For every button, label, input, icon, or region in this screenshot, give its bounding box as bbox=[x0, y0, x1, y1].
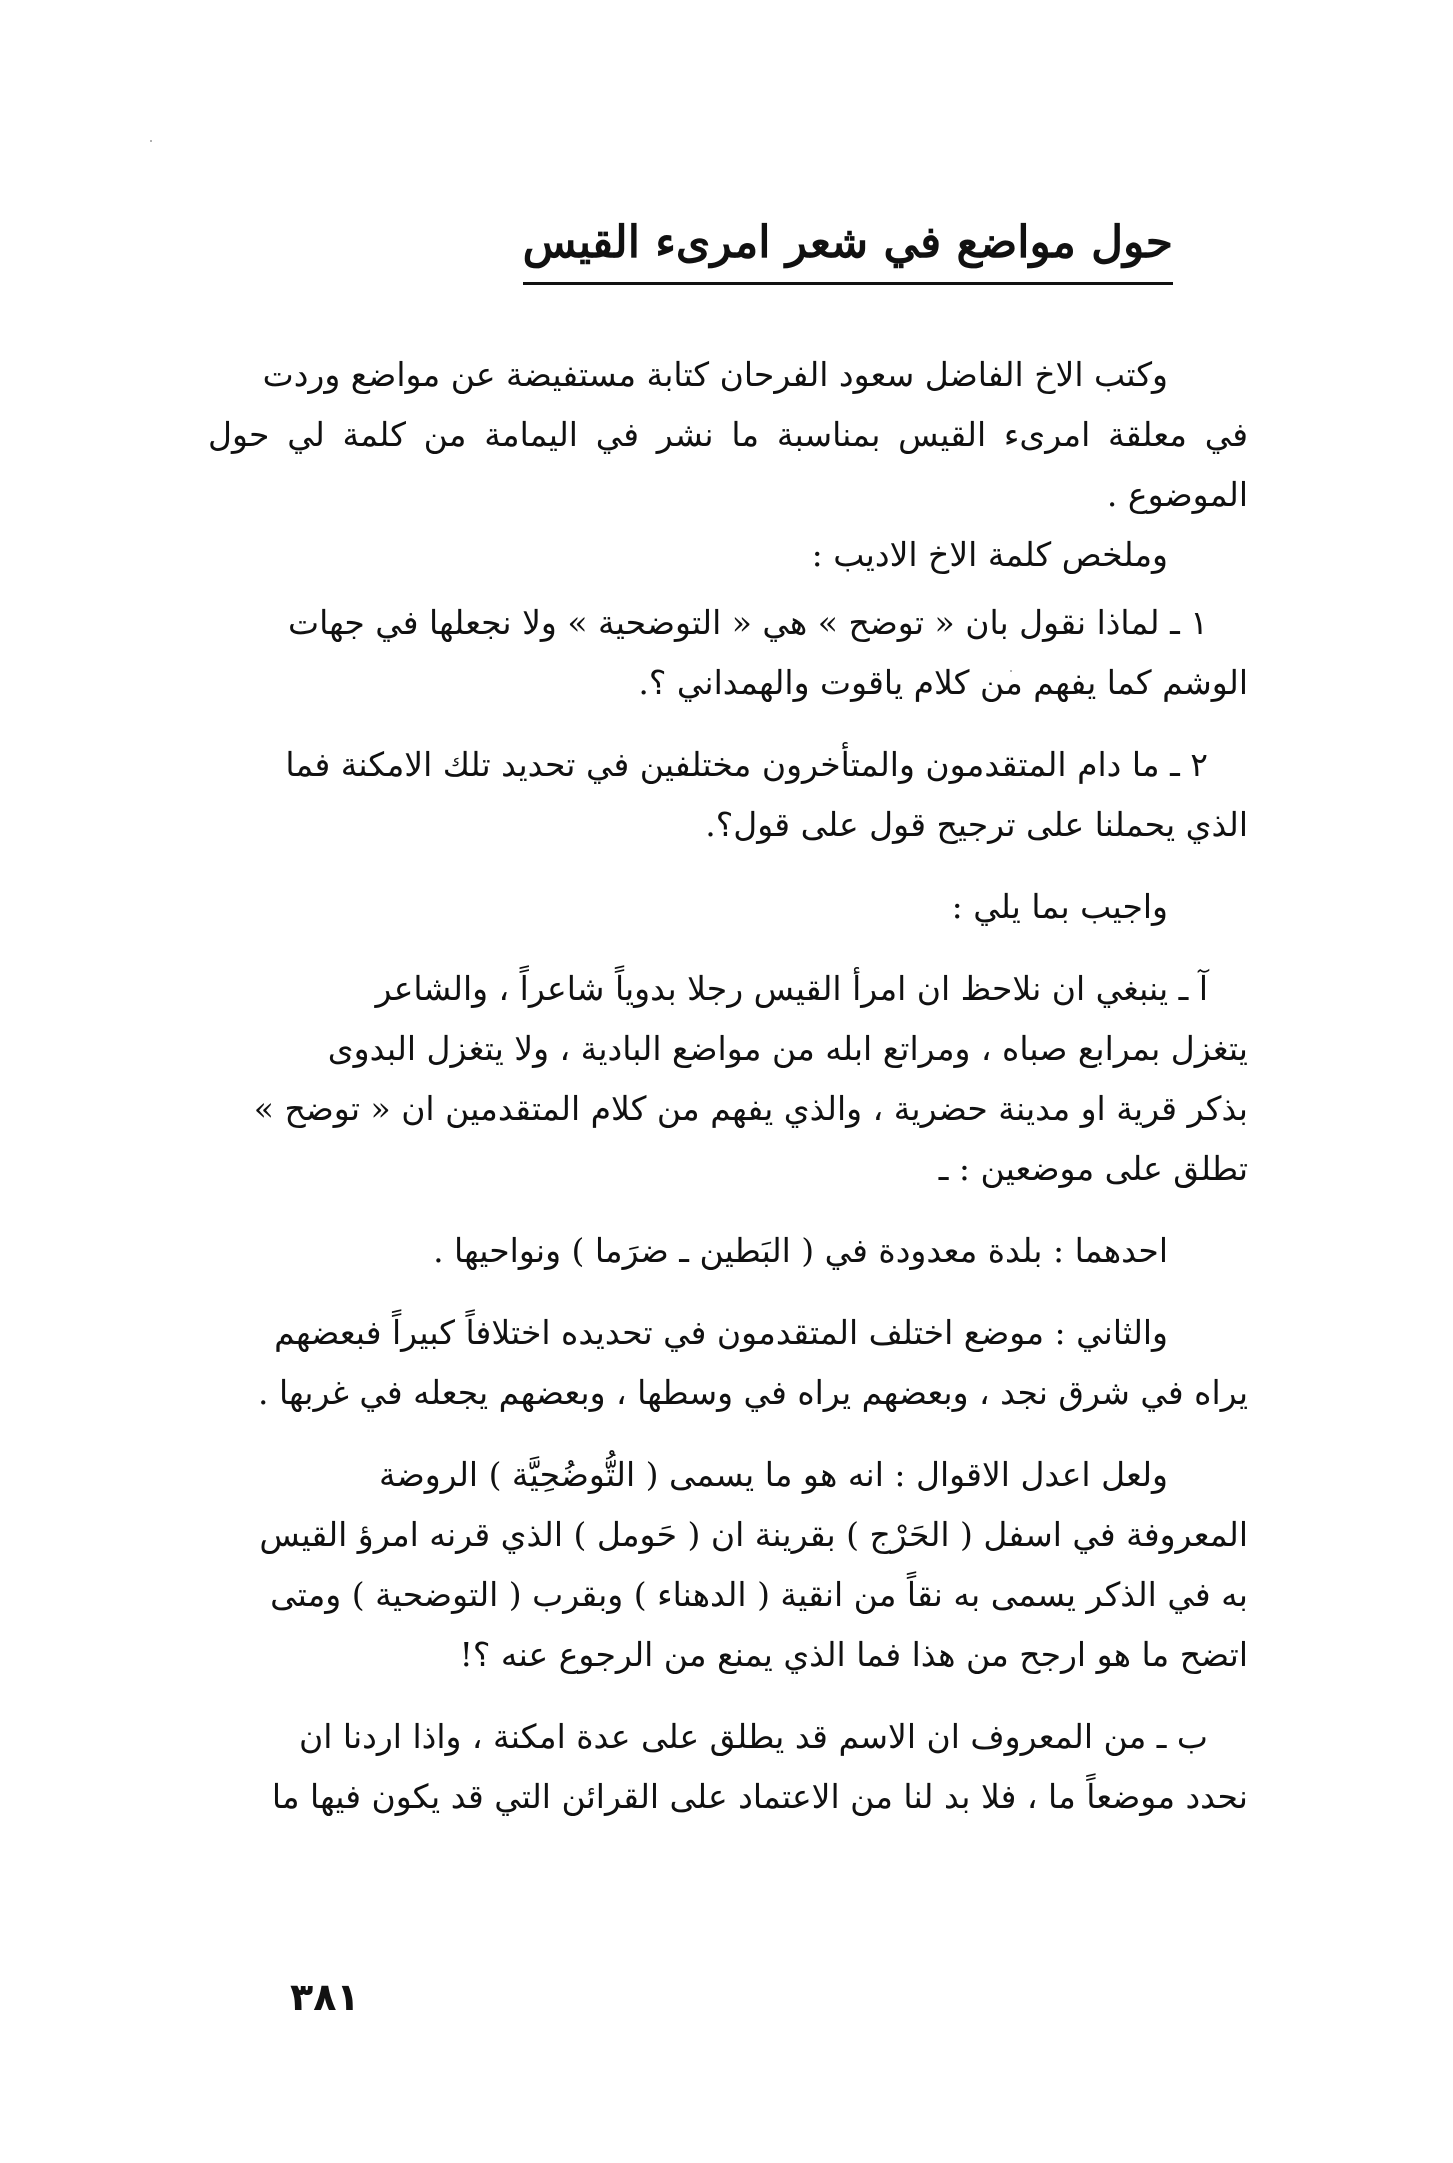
text-line: به في الذكر يسمى به نقاً من انقية ( الدهناء ) وبقرب ( التوضحية ) ومتى bbox=[270, 1575, 1248, 1614]
paragraph-most-just-opinion bbox=[208, 1445, 1248, 1685]
text-line: وملخص كلمة الاخ الاديب : bbox=[811, 535, 1168, 574]
paragraph-second-place bbox=[208, 1303, 1248, 1423]
paragraph-answer-intro bbox=[208, 877, 1248, 937]
page-title: حول مواضع في شعر امرىء القيس bbox=[522, 217, 1173, 268]
paragraph-question-1 bbox=[208, 593, 1248, 713]
paragraph-answer-b bbox=[208, 1707, 1248, 1827]
text-line: ولعل اعدل الاقوال : انه هو ما يسمى ( التُّوضُحِيَّة ) الروضة bbox=[379, 1455, 1168, 1494]
body-text bbox=[208, 345, 1248, 1849]
text-line: ١ ـ لماذا نقول بان « توضح » هي « التوضحية » ولا نجعلها في جهات bbox=[288, 603, 1208, 642]
text-line: المعروفة في اسفل ( الحَرْج ) بقرينة ان ( حَومل ) الذي قرنه امرؤ القيس bbox=[259, 1515, 1248, 1554]
text-line: اتضح ما هو ارجح من هذا فما الذي يمنع من الرجوع عنه ؟! bbox=[459, 1635, 1248, 1674]
page-number: ٣٨١ bbox=[290, 1975, 360, 2019]
text-line: والثاني : موضع اختلف المتقدمون في تحديده اختلافاً كبيراً فبعضهم bbox=[274, 1313, 1168, 1352]
paragraph-intro bbox=[208, 345, 1248, 585]
text-line: ب ـ من المعروف ان الاسم قد يطلق على عدة امكنة ، واذا اردنا ان bbox=[299, 1717, 1208, 1756]
paragraph-question-2 bbox=[208, 735, 1248, 855]
text-line: الوشم كما يفهم من كلام ياقوت والهمداني ؟. bbox=[638, 663, 1248, 702]
paragraph-answer-a bbox=[208, 959, 1248, 1199]
text-line: وكتب الاخ الفاضل سعود الفرحان كتابة مستفيضة عن مواضع وردت bbox=[262, 355, 1168, 394]
text-line: الذي يحملنا على ترجيح قول على قول؟. bbox=[705, 805, 1248, 844]
text-line: بذكر قرية او مدينة حضرية ، والذي يفهم من كلام المتقدمين ان « توضح » bbox=[253, 1089, 1248, 1128]
scan-speck bbox=[150, 140, 152, 142]
text-line: ٢ ـ ما دام المتقدمون والمتأخرون مختلفين في تحديد تلك الامكنة فما bbox=[285, 745, 1208, 784]
text-line: في معلقة امرىء القيس بمناسبة ما نشر في اليمامة من كلمة لي حول الموضوع . bbox=[208, 415, 1248, 514]
text-line: يتغزل بمرابع صباه ، ومراتع ابله من مواضع البادية ، ولا يتغزل البدوى bbox=[327, 1029, 1248, 1068]
text-line: نحدد موضعاً ما ، فلا بد لنا من الاعتماد على القرائن التي قد يكون فيها ما bbox=[271, 1777, 1248, 1816]
text-line: يراه في شرق نجد ، وبعضهم يراه في وسطها ، وبعضهم يجعله في غربها . bbox=[258, 1373, 1248, 1412]
text-line: آ ـ ينبغي ان نلاحظ ان امرأ القيس رجلا بدوياً شاعراً ، والشاعر bbox=[375, 969, 1208, 1008]
title-block bbox=[523, 212, 1173, 285]
text-line: تطلق على موضعين : ـ bbox=[938, 1149, 1248, 1188]
paragraph-first-place bbox=[208, 1221, 1248, 1281]
text-line: احدهما : بلدة معدودة في ( البَطين ـ ضرَما ) ونواحيها . bbox=[433, 1231, 1168, 1270]
title-underline bbox=[523, 282, 1173, 285]
text-line: واجيب بما يلي : bbox=[951, 887, 1168, 926]
